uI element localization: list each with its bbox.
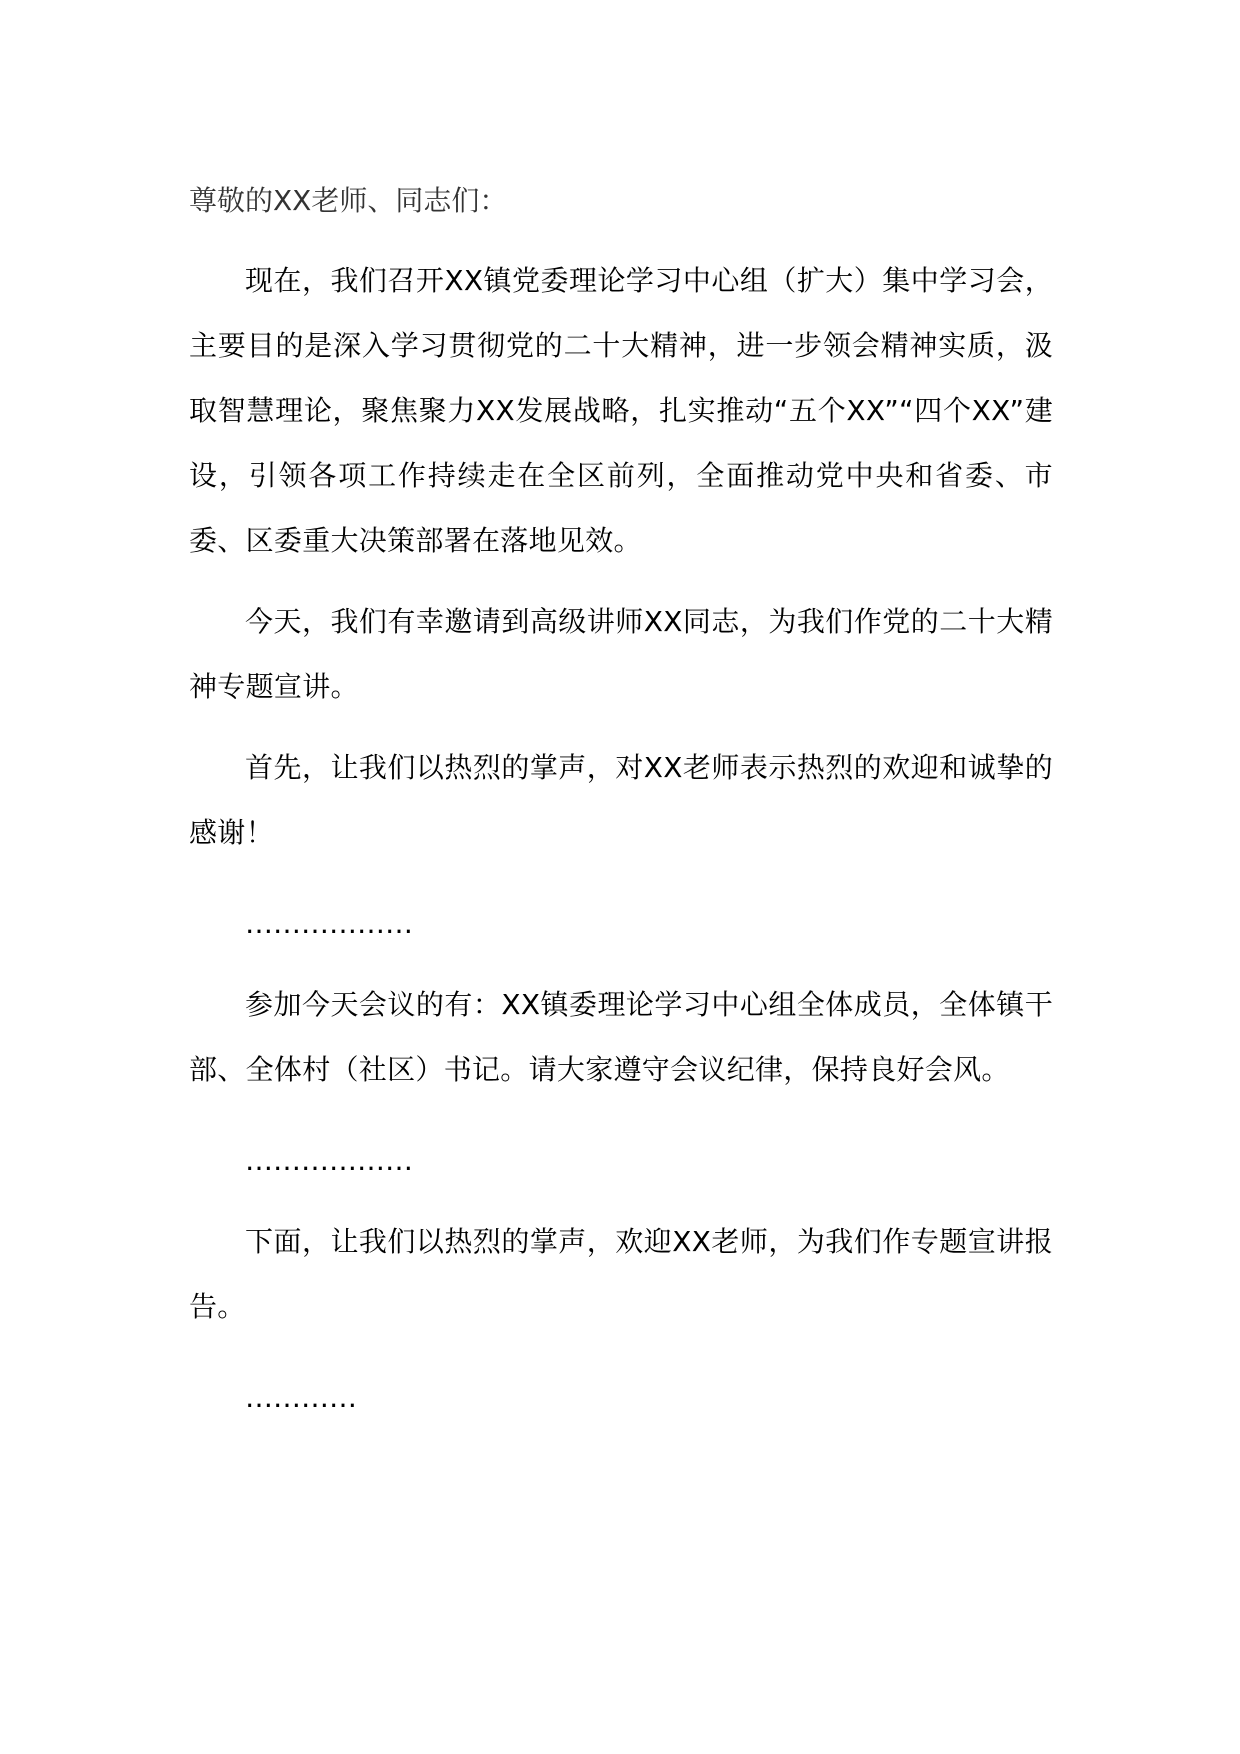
paragraph-attendees: 参加今天会议的有：XX镇委理论学习中心组全体成员，全体镇干部、全体村（社区）书记。请大家遵守会议纪律，保持良好会风。: [189, 988, 1053, 1086]
paragraph-opening: 现在，我们召开XX镇党委理论学习中心组（扩大）集中学习会，主要目的是深入学习贯彻党的二十大精神，进一步领会精神实质，汲取智慧理论，聚焦聚力XX发展战略，扎实推动“五个XX”“四个XX”建设，引领各项工作持续走在全区前列，全面推动党中央和省委、市委、区委重大决策部署在落地见效。: [189, 264, 1053, 557]
ellipsis-line: …………: [245, 1381, 357, 1414]
ellipsis-line: ………………: [245, 907, 413, 940]
paragraph-welcome-applause: 首先，让我们以热烈的掌声，对XX老师表示热烈的欢迎和诚挚的感谢！: [189, 751, 1053, 849]
salutation: 尊敬的XX老师、同志们：: [189, 184, 508, 217]
ellipsis-line: ………………: [245, 1144, 413, 1177]
document-body: [189, 170, 1053, 1430]
paragraph-invited-speaker: 今天，我们有幸邀请到高级讲师XX同志，为我们作党的二十大精神专题宣讲。: [189, 605, 1053, 703]
paragraph-introduce-report: 下面，让我们以热烈的掌声，欢迎XX老师，为我们作专题宣讲报告。: [189, 1225, 1053, 1323]
